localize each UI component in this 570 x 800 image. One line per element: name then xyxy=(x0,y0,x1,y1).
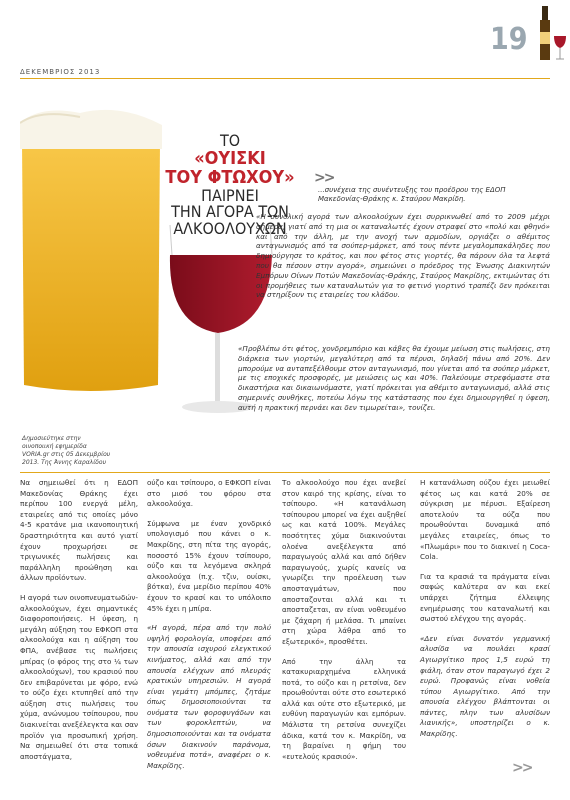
quote-paragraph: «Η αγορά, πέρα από την πολύ υψηλή φορολογία, υποφέρει από την απουσία ισχυρού ελεγκτικού κινήματος, αλλά και από την απουσία ελέγχων από πλευράς κρατικών υπηρεσιών. Η αγορά είναι γεμάτη μπόμπες, ζητάμε όπως δημοσιοποιούνται τα ονόματα των φοροφυγάδων και των φοροκλεπτών, να δημοσιοποιούνται και τα ονόματα όσων διακινούν παράνομα, νοθευμένα ποτά», αναφέρει ο κ. Μακρίδης. xyxy=(147,623,271,770)
title-line-highlight: ΤΟΥ ΦΤΩΧΟΥ» xyxy=(165,166,295,188)
paragraph: Για τα κρασιά τα πράγματα είναι σαφώς καλύτερα αν και εκεί υπάρχει ζήτημα έλλειψης ενημέρωσης του καταναλωτή και σωστού ελέγχου της αγοράς. xyxy=(420,571,550,624)
issue-month: ΔΕΚΕΜΒΡΙΟΣ 2013 xyxy=(20,68,101,76)
quote-paragraph: «Δεν είναι δυνατόν γερμανική αλυσίδα να πουλάει κρασί Αγιωργίτικο προς 1,5 ευρώ τη φιάλη, όταν στον παραγωγό έχει 2 ευρώ. Προφανώς είναι νοθεία τύπου Αγιωργίτικο. Από την απουσία ελέγχου βλάπτονται οι πάντες, πλην των αλυσίδων λιανικής», υποστηρίζει ο κ. Μακρίδης. xyxy=(420,633,550,739)
title-line: ΤΟ xyxy=(219,131,241,150)
photo-caption: Δημοσιεύτηκε στην οινοποιική εφημερίδα VORIA.gr στις 05 Δεκεμβρίου 2013. Της Άννης Καραλίδου xyxy=(22,435,111,466)
article-column-3 xyxy=(282,478,406,771)
intro-paragraph: «Προβλέπω ότι φέτος, χονδρεμπόριο και κάβες θα έχουμε μείωση στις πωλήσεις, στη διάρκεια των γιορτών, μεγαλύτερη από τα πέρυσι, δηλαδή πάνω από 20%. Δεν μπορούμε να ανταπεξέλθουμε στον ανταγωνισμό, που γίνεται από τα σούπερ μάρκετ, με τις εποχικές προσφορές, με μειώσεις ως και 40%. Παλεύουμε στρεφόμαστε στα δικαστήρια και δικαιωνόμαστε, γιατί πρόκειται για αθέμιτο ανταγωνισμό, αλλά στις σημερινές συνθήκες, ποτεύω λόγω της κατάστασης που έχει δημιουργηθεί η ύφεση, αυτή η πρακτική περνάει και δεν τιμωρείται», τονίζει. xyxy=(238,344,550,412)
paragraph: Το αλκοολούχο που έχει ανεβεί στον καιρό της κρίσης, είναι το τσίπουρο. «Η κατανάλωση τσίπουρου μπορεί να έχει αυξηθεί ως και κατά 100%. Μεγάλες ποσότητες χύμα διακινούνται ολοένα ανεξέλεγκτα από παραγωγούς αλλά και από δήθεν παραγωγούς, χωρίς κανείς να γνωρίζει την προέλευση των αποσταγμάτων, που αποσταζονται αλλά και τι αποσταζεται, αν είναι νοθευμένο με ζάχαρη ή μελάσα. Τι μπαίνει στη χώρα λάθρα από το εξωτερικό», προσθέτει. xyxy=(282,478,406,646)
wine-bottle-glass-icon xyxy=(530,6,566,62)
continuation-arrows: >> xyxy=(314,170,334,186)
continue-arrows: >> xyxy=(512,760,532,776)
title-line: ΤΗΝ ΑΓΟΡΑ ΤΩΝ xyxy=(171,202,289,222)
article-column-2 xyxy=(147,478,271,780)
paragraph: Να σημειωθεί ότι η ΕΔΟΠ Μακεδονίας Θράκης έχει περίπου 100 ενεργά μέλη, εταιρείες από τις οποίες μόνο 4-5 κρατάνε μια ικανοποιητική δραστηριότητα και αυτό γιατί έχουν προχωρήσει σε τριγωνικές πωλήσεις και παράλληλη προώθηση και άλλων προϊόντων. xyxy=(20,478,138,583)
page-number: 19 xyxy=(490,22,528,57)
section-rule xyxy=(20,472,550,473)
article-column-4 xyxy=(420,478,550,749)
paragraph: ούζο και τσίπουρο, ο ΕΦΚΟΠ είναι στο μισό του φόρου στα αλκοολούχα. xyxy=(147,478,271,509)
article-column-1 xyxy=(20,478,138,771)
paragraph: Από την άλλη τα κατακυριαρχημένα ελληνικά ποτά, το ούζο και η ρετσίνα, δεν προωθούνται ούτε στο εσωτερικό αλλά και ούτε στο εξωτερικό, με ευθύνη παραγωγών και εμπόρων. Μάλιστα τη ρετσίνα συνεχίζει άδικα, κατά τον κ. Μακρίδη, να τη βαραίνει η φήμη του «ευτελούς κρασιού». xyxy=(282,656,406,761)
paragraph: Η κατανάλωση ούζου έχει μειωθεί φέτος ως και κατά 20% σε σύγκριση με πέρυσι. Εξαίρεση αποτελούν τα ούζα που προωθούνται δυναμικά από μεγάλες εταιρείες, όπως το «Πλωμάρι» που το διακινεί η Coca-Cola. xyxy=(420,478,550,562)
continuation-note: ...συνέχεια της συνέντευξης του προέδρου της ΕΔΟΠ Μακεδονίας-Θράκης κ. Σταύρου Μακρίδη. xyxy=(318,186,506,203)
title-line: ΠΑΙΡΝΕΙ xyxy=(201,185,259,205)
paragraph: Σύμφωνα με έναν χονδρικό υπολογισμό που κάνει ο κ. Μακρίδης, στη πίτα της αγοράς, ποσοστό 15% έχουν τσίπουρο, ούζο και τα λεγόμενα σκληρά αλκοολούχα (π.χ. τζιν, ουίσκι, βότκα), ένα μερίδιο περίπου 40% έχουν το κρασί και το υπόλοιπο 45% έχει η μπίρα. xyxy=(147,518,271,613)
paragraph: Η αγορά των οινοπνευματωδών-αλκοολούχων, έχει σημαντικές διαφοροποιήσεις. Η ύφεση, η μεγάλη αύξηση του ΕΦΚΟΠ στα αλκοολούχα και η αύξηση του ΦΠΑ, ανέβασε τις πωλήσεις μπίρας (ο φόρος της στο ¼ των αλκοολούχων), του κρασιού που δεν επιβαρύνεται με φόρο, ενώ το ούζο έχει κτυπηθεί από την αύξηση στις πωλήσεις του χύμα, ανώνυμου τσίπουρου, που διακινείται ανεξέλεγκτα και σαν προϊόν για προσωπική χρήση. Να σημειωθεί ότι στα τοπικά αποστάγματα, xyxy=(20,592,138,761)
intro-paragraph: «Η συνολική αγορά των αλκοολούχων έχει συρρικνωθεί από το 2009 μέχρι σήμερα, γιατί από τη μια οι καταναλωτές έχουν στραφεί στο «πολύ και φθηνό» και από την άλλη, με την ανοχή των αρμοδίων, οργιάζει ο αθέμιτος ανταγωνισμός από τα σούπερ-μάρκετ, από τους πέντε μεγαλομπακάληδες που δημιούργησε το κράτος, και που φέτος στις γιορτές, θα πάρουν όλα τα λεφτά που θα πέσουν στην αγορά», σημειώνει ο πρόεδρος της Ένωσης Διακινητών Εμπόρων Οίνων Ποτών Μακεδονίας-Θράκης, Σταύρος Μακρίδης, εκτιμώντας ότι οι προμήθειες των καταναλωτών για το φετινό γιορτινό τραπέζι δεν πρόκειται να στηρίξουν τις εταιρείες του κλάδου. xyxy=(256,212,550,300)
title-line: ΑΛΚΟΟΛΟΥΧΩΝ xyxy=(173,219,287,239)
top-rule xyxy=(20,78,550,79)
title-line-highlight: «ΟΥΙΣΚΙ xyxy=(194,147,266,169)
